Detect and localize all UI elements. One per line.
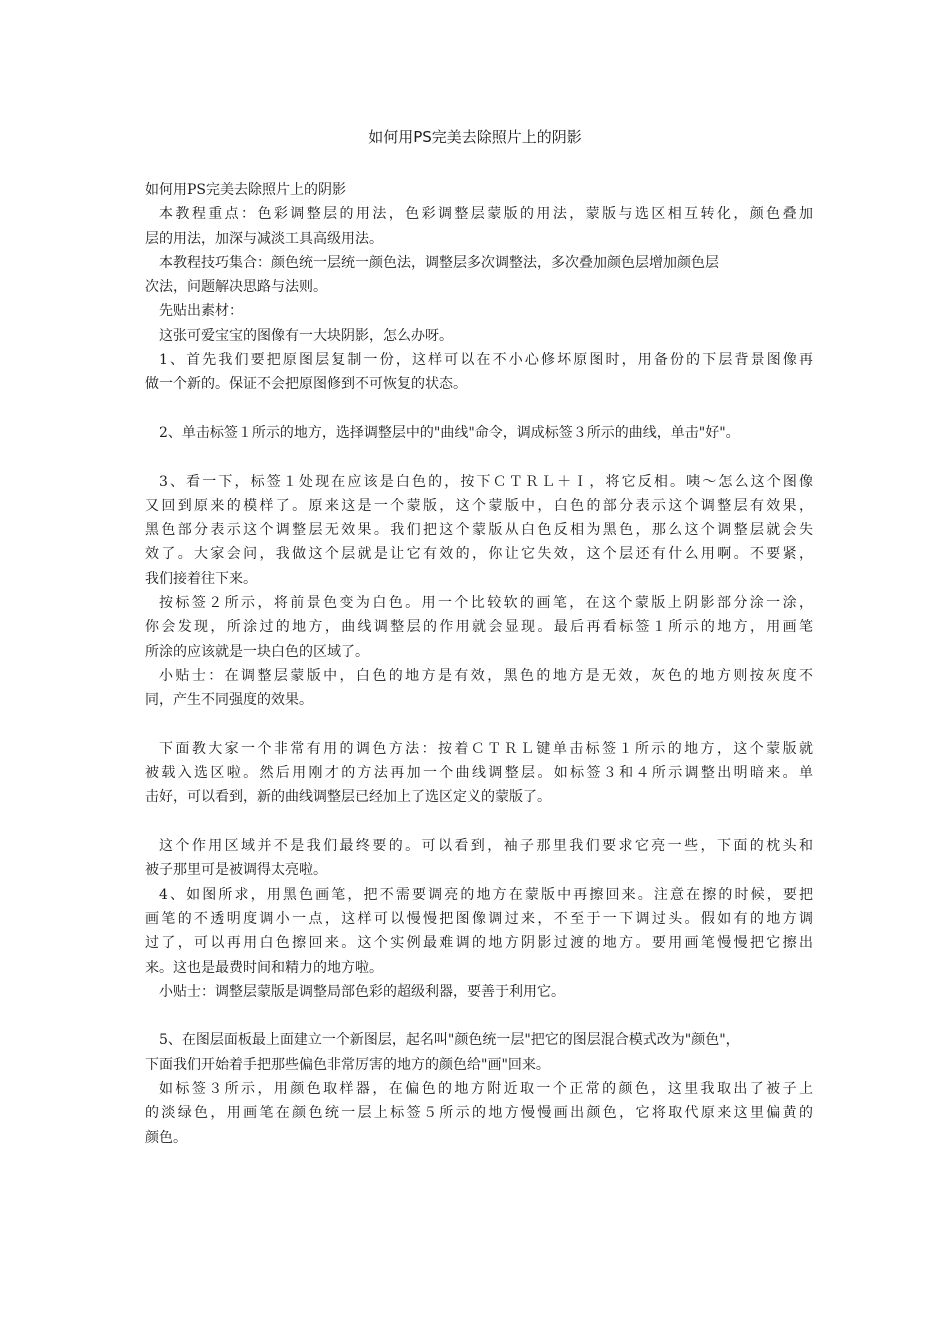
text-line: 黑色部分表示这个调整层无效果。我们把这个蒙版从白色反相为黑色，那么这个调整层就会失 [145, 522, 813, 539]
text-line: 5、在图层面板最上面建立一个新图层，起名叫"颜色统一层"把它的图层混合模式改为"颜色"， [159, 1032, 740, 1049]
text-line: 下面我们开始着手把那些偏色非常厉害的地方的颜色给"画"回来。 [145, 1056, 550, 1073]
text-line: 同，产生不同强度的效果。 [145, 692, 313, 709]
text-line: 我们接着往下来。 [145, 570, 257, 587]
blank-line [145, 1004, 813, 1028]
text-line: 小贴士：在调整层蒙版中，白色的地方是有效，黑色的地方是无效，灰色的地方则按灰度不 [159, 667, 813, 684]
text-line: 这张可爱宝宝的图像有一大块阴影，怎么办呀。 [159, 327, 453, 344]
text-line: 又回到原来的模样了。原来这是一个蒙版，这个蒙版中，白色的部分表示这个调整层有效果， [145, 497, 813, 514]
text-line: 本教程重点：色彩调整层的用法，色彩调整层蒙版的用法，蒙版与选区相互转化，颜色叠加 [159, 206, 813, 223]
text-line: 做一个新的。保证不会把原图修到不可恢复的状态。 [145, 376, 467, 393]
text-line: 小贴士：调整层蒙版是调整局部色彩的超级利器，要善于利用它。 [159, 983, 565, 1000]
text-line: 过了，可以再用白色擦回来。这个实例最难调的地方阴影过渡的地方。要用画笔慢慢把它擦出 [145, 935, 813, 952]
text-line: 你会发现，所涂过的地方，曲线调整层的作用就会显现。最后再看标签１所示的地方，用画笔 [145, 619, 813, 636]
text-line: 击好，可以看到，新的曲线调整层已经加上了选区定义的蒙版了。 [145, 789, 551, 806]
text-line: 2、单击标签１所示的地方，选择调整层中的"曲线"命令，调成标签３所示的曲线，单击"好"。 [159, 424, 740, 441]
text-line: 的淡绿色，用画笔在颜色统一层上标签５所示的地方慢慢画出颜色，它将取代原来这里偏黄的 [145, 1105, 813, 1122]
text-line: 层的用法，加深与减淡工具高级用法。 [145, 230, 383, 247]
text-line: 来。这也是最费时间和精力的地方啦。 [145, 959, 383, 976]
blank-line [145, 713, 813, 737]
blank-line [145, 397, 813, 421]
text-line: 如何用PS完美去除照片上的阴影 [145, 182, 347, 198]
text-line: 先贴出素材： [159, 303, 243, 320]
text-line: 下面教大家一个非常有用的调色方法：按着ＣＴＲＬ键单击标签１所示的地方，这个蒙版就 [159, 740, 813, 757]
blank-line [145, 810, 813, 834]
blank-line [145, 445, 813, 469]
text-line: 按标签２所示，将前景色变为白色。用一个比较软的画笔，在这个蒙版上阴影部分涂一涂， [159, 595, 813, 612]
text-line: 次法，问题解决思路与法则。 [145, 279, 327, 296]
text-line: 所涂的应该就是一块白色的区域了。 [145, 643, 369, 660]
text-line: 本教程技巧集合：颜色统一层统一颜色法，调整层多次调整法，多次叠加颜色层增加颜色层 [159, 254, 719, 271]
text-line: 被子那里可是被调得太亮啦。 [145, 862, 327, 879]
text-line: 如标签３所示，用颜色取样器，在偏色的地方附近取一个正常的颜色，这里我取出了被子上 [159, 1080, 813, 1097]
text-line: 颜色。 [145, 1129, 187, 1146]
text-line: 这个作用区域并不是我们最终要的。可以看到，袖子那里我们要求它亮一些，下面的枕头和 [159, 838, 813, 855]
document-body [145, 178, 813, 1150]
text-line: 4、如图所求，用黑色画笔，把不需要调亮的地方在蒙版中再擦回来。注意在擦的时候，要把 [159, 886, 813, 903]
text-line: 被载入选区啦。然后用刚才的方法再加一个曲线调整层。如标签３和４所示调整出明暗来。单 [145, 765, 813, 782]
text-line: 1、首先我们要把原图层复制一份，这样可以在不小心修坏原图时，用备份的下层背景图像再 [159, 352, 813, 369]
text-line: 画笔的不透明度调小一点，这样可以慢慢把图像调过来，不至于一下调过头。假如有的地方调 [145, 910, 813, 927]
text-line: 效了。大家会问，我做这个层就是让它有效的，你让它失效，这个层还有什么用啊。不要紧， [145, 546, 813, 563]
page-title: 如何用PS完美去除照片上的阴影 [368, 128, 582, 146]
text-line: 3、看一下，标签１处现在应该是白色的，按下ＣＴＲＬ＋Ｉ，将它反相。咦～怎么这个图像 [159, 473, 813, 490]
